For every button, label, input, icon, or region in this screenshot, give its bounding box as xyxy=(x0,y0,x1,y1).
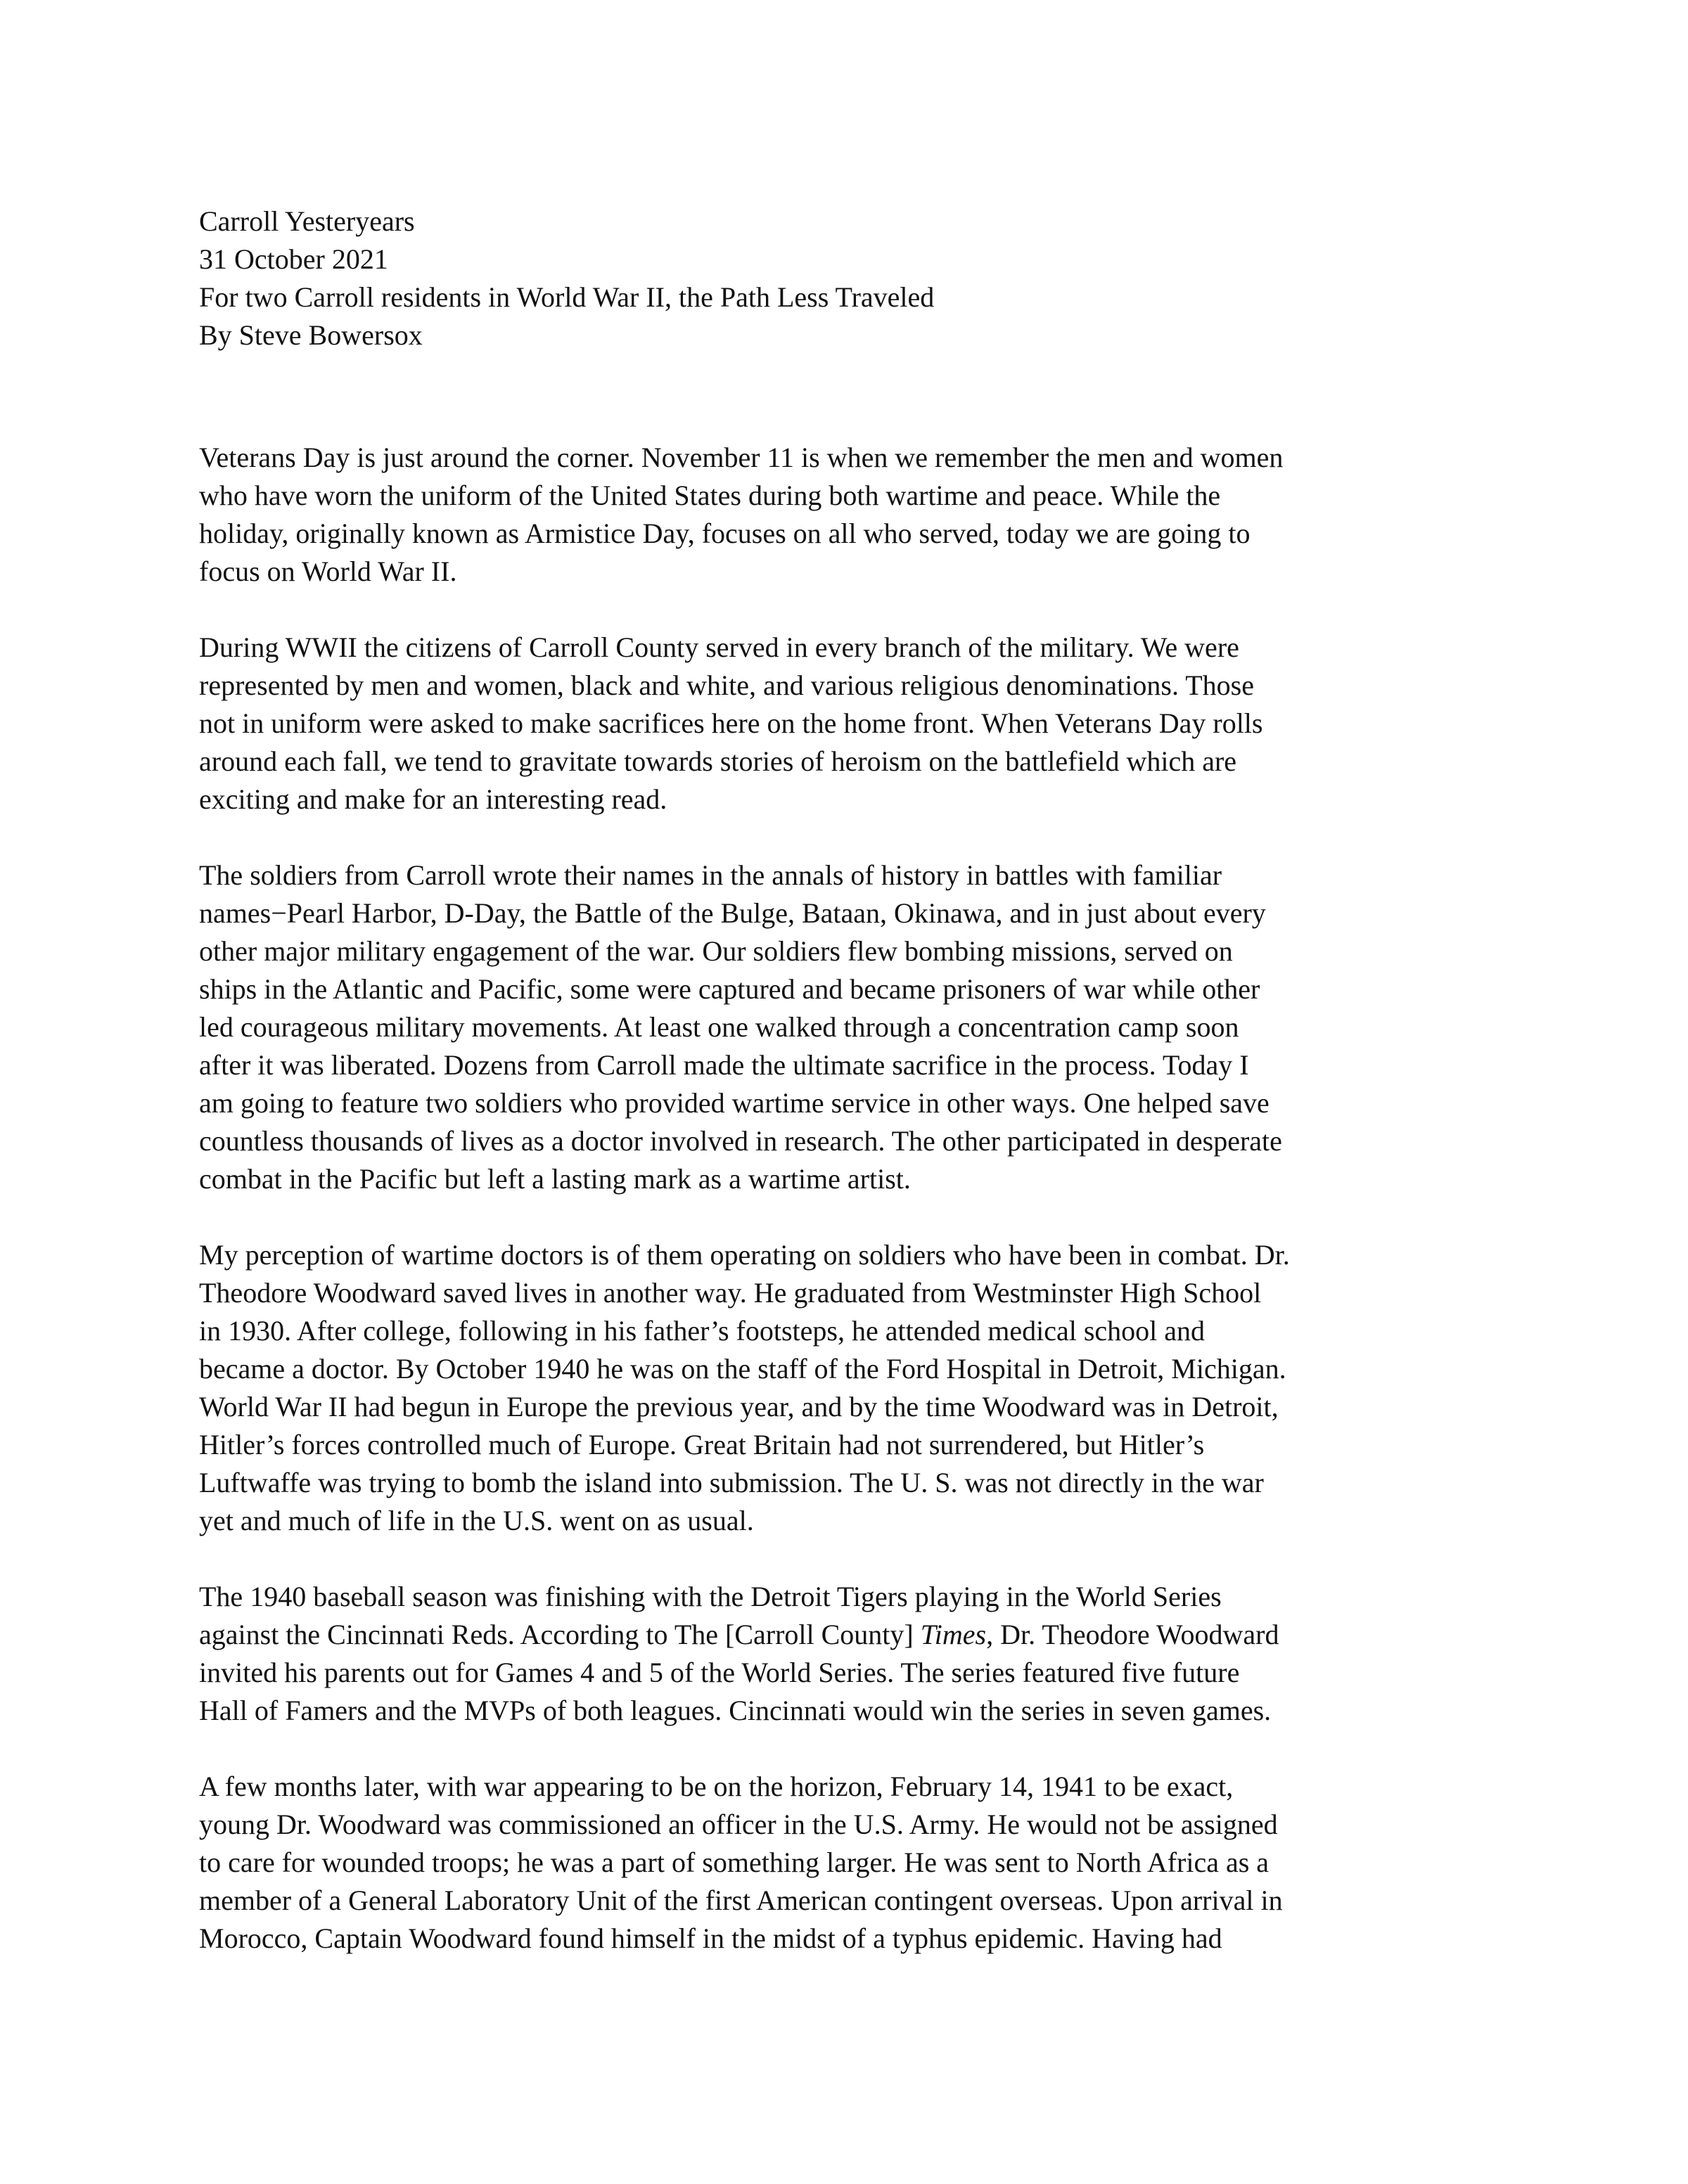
text-line: am going to feature two soldiers who provided wartime service in other ways. One helped save xyxy=(199,1087,1270,1119)
text-line: Theodore Woodward saved lives in another way. He graduated from Westminster High School xyxy=(199,1277,1262,1309)
text-line: exciting and make for an interesting read. xyxy=(199,783,667,815)
text-line: countless thousands of lives as a doctor involved in research. The other participated in desperate xyxy=(199,1125,1282,1157)
text-line: around each fall, we tend to gravitate towards stories of heroism on the battlefield which are xyxy=(199,745,1237,777)
text-line: not in uniform were asked to make sacrifices here on the home front. When Veterans Day rolls xyxy=(199,707,1263,739)
text-line: A few months later, with war appearing to be on the horizon, February 14, 1941 to be exact, xyxy=(199,1771,1234,1802)
article-header xyxy=(199,203,1507,354)
paragraph-1 xyxy=(199,439,1507,591)
paragraph-3 xyxy=(199,856,1507,1198)
text-line: who have worn the uniform of the United States during both wartime and peace. While the xyxy=(199,480,1221,511)
text-line: The soldiers from Carroll wrote their names in the annals of history in battles with familiar xyxy=(199,859,1222,891)
newspaper-title: Times xyxy=(920,1619,987,1650)
text-line: Hitler’s forces controlled much of Europe. Great Britain had not surrendered, but Hitler’s xyxy=(199,1429,1205,1460)
document-body xyxy=(199,203,1507,1958)
text-line: World War II had begun in Europe the previous year, and by the time Woodward was in Detroit, xyxy=(199,1391,1279,1422)
text-line: after it was liberated. Dozens from Carroll made the ultimate sacrifice in the process. Today I xyxy=(199,1049,1249,1081)
article-headline: For two Carroll residents in World War II, the Path Less Traveled xyxy=(199,281,935,313)
text-line: to care for wounded troops; he was a part of something larger. He was sent to North Africa as a xyxy=(199,1846,1270,1878)
column-name: Carroll Yesteryears xyxy=(199,205,415,237)
text-line: other major military engagement of the war. Our soldiers flew bombing missions, served on xyxy=(199,935,1233,967)
text-segment: against the Cincinnati Reds. According to The [Carroll County] xyxy=(199,1619,921,1650)
paragraph-2 xyxy=(199,629,1507,818)
text-line: represented by men and women, black and white, and various religious denominations. Those xyxy=(199,669,1254,701)
article-date: 31 October 2021 xyxy=(199,243,388,275)
text-line: holiday, originally known as Armistice Day, focuses on all who served, today we are going to xyxy=(199,518,1251,549)
text-line: combat in the Pacific but left a lasting mark as a wartime artist. xyxy=(199,1163,911,1195)
text-line: young Dr. Woodward was commissioned an officer in the U.S. Army. He would not be assigned xyxy=(199,1809,1278,1840)
paragraph-5 xyxy=(199,1578,1507,1730)
text-line-with-italic xyxy=(199,1616,1507,1654)
text-line: Veterans Day is just around the corner. November 11 is when we remember the men and women xyxy=(199,442,1284,473)
text-line: led courageous military movements. At least one walked through a concentration camp soon xyxy=(199,1011,1239,1043)
text-line: ships in the Atlantic and Pacific, some were captured and became prisoners of war while other xyxy=(199,973,1260,1005)
text-line: The 1940 baseball season was finishing with the Detroit Tigers playing in the World Series xyxy=(199,1581,1222,1612)
text-line: Hall of Famers and the MVPs of both leagues. Cincinnati would win the series in seven games. xyxy=(199,1695,1272,1726)
text-line: My perception of wartime doctors is of them operating on soldiers who have been in combat. Dr. xyxy=(199,1239,1290,1271)
text-line: focus on World War II. xyxy=(199,555,457,587)
text-line: became a doctor. By October 1940 he was on the staff of the Ford Hospital in Detroit, Michigan. xyxy=(199,1353,1286,1385)
text-line: yet and much of life in the U.S. went on as usual. xyxy=(199,1505,754,1536)
paragraph-6 xyxy=(199,1768,1507,1958)
text-line: member of a General Laboratory Unit of the first American contingent overseas. Upon arrival in xyxy=(199,1884,1283,1916)
text-line: in 1930. After college, following in his father’s footsteps, he attended medical school and xyxy=(199,1315,1206,1347)
article-byline: By Steve Bowersox xyxy=(199,319,423,351)
text-line: names−Pearl Harbor, D-Day, the Battle of the Bulge, Bataan, Okinawa, and in just about every xyxy=(199,897,1266,929)
text-line: Luftwaffe was trying to bomb the island into submission. The U. S. was not directly in the war xyxy=(199,1467,1264,1498)
text-line: During WWII the citizens of Carroll County served in every branch of the military. We were xyxy=(199,631,1239,663)
paragraph-4 xyxy=(199,1236,1507,1540)
text-segment: , Dr. Theodore Woodward xyxy=(986,1619,1279,1650)
text-line: Morocco, Captain Woodward found himself in the midst of a typhus epidemic. Having had xyxy=(199,1922,1222,1954)
text-line: invited his parents out for Games 4 and 5 of the World Series. The series featured five future xyxy=(199,1657,1240,1688)
